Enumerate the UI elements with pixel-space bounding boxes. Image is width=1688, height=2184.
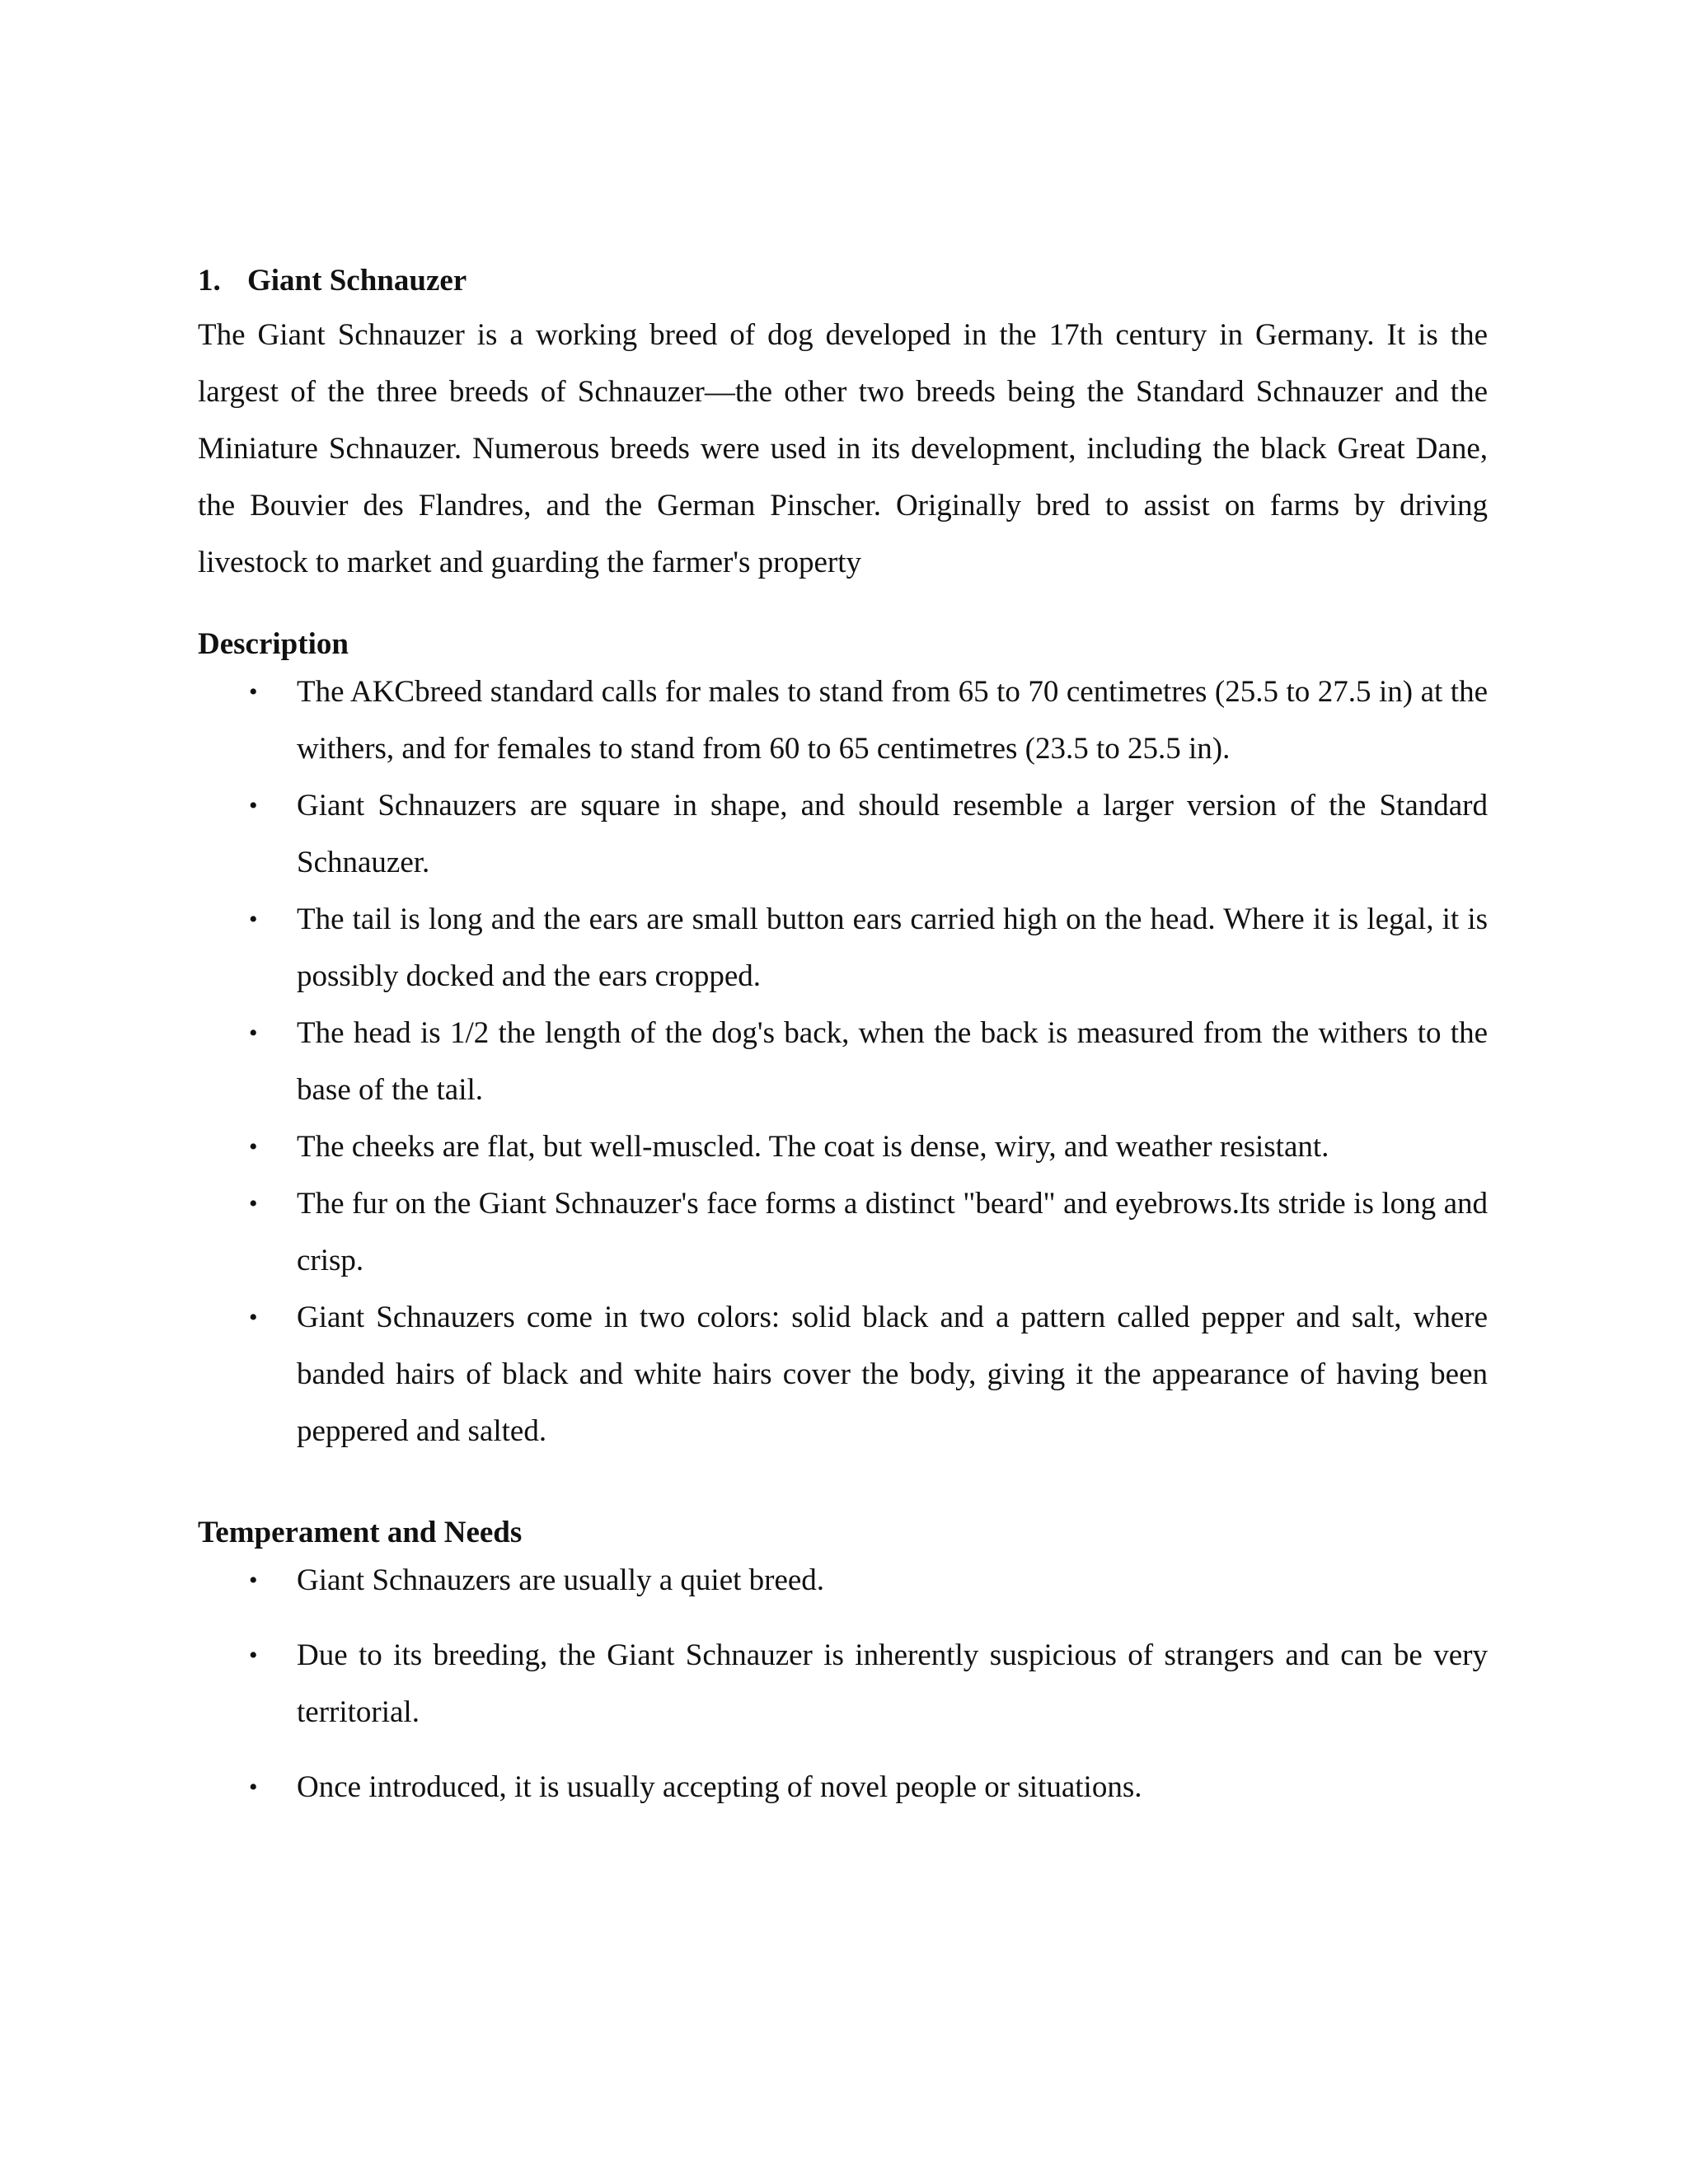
temperament-heading: Temperament and Needs (198, 1516, 523, 1549)
temperament-list (198, 1552, 1488, 1816)
bullet-icon: • (249, 1019, 258, 1047)
section-number: 1. (198, 264, 221, 298)
section-title: Giant Schnauzer (247, 264, 467, 298)
list-item (198, 777, 1488, 891)
list-item-text: The fur on the Giant Schnauzer's face forms a distinct "beard" and eyebrows.Its stride is long and crisp. (297, 1187, 1488, 1277)
bullet-icon: • (249, 906, 258, 933)
list-item-text: Once introduced, it is usually accepting of novel people or situations. (297, 1770, 1142, 1804)
list-item-text: Giant Schnauzers are square in shape, and should resemble a larger version of the Standard Schnauzer. (297, 789, 1488, 879)
list-item-text: Due to its breeding, the Giant Schnauzer is inherently suspicious of strangers and can be very territorial. (297, 1638, 1488, 1729)
bullet-icon: • (249, 1774, 258, 1801)
list-item-text: The head is 1/2 the length of the dog's back, when the back is measured from the withers to the base of the tail. (297, 1016, 1488, 1107)
list-item-text: Giant Schnauzers are usually a quiet breed. (297, 1563, 825, 1597)
bullet-icon: • (249, 792, 258, 819)
list-item (198, 1552, 1488, 1609)
list-item-text: The cheeks are flat, but well-muscled. The coat is dense, wiry, and weather resistant. (297, 1130, 1329, 1164)
list-item-text: The AKCbreed standard calls for males to stand from 65 to 70 centimetres (25.5 to 27.5 in) at the withers, and for females to stand from 60 to 65 centimetres (23.5 to 25.5 in). (297, 675, 1488, 766)
list-item (198, 1175, 1488, 1289)
list-item-text: Giant Schnauzers come in two colors: solid black and a pattern called pepper and salt, where banded hairs of black and white hairs cover the body, giving it the appearance of having been peppered and salted. (297, 1301, 1488, 1448)
description-list (198, 663, 1488, 1460)
intro-paragraph: The Giant Schnauzer is a working breed of dog developed in the 17th century in Germany. It is the largest of the three breeds of Schnauzer—the other two breeds being the Standard Schnauzer and the Miniature Schnauzer. Numerous breeds were used in its development, including the black Great Dane, the Bouvier des Flandres, and the German Pinscher. Originally bred to assist on farms by driving livestock to market and guarding the farmer's property (198, 318, 1488, 579)
bullet-icon: • (249, 1567, 258, 1594)
bullet-icon: • (249, 1133, 258, 1160)
description-heading: Description (198, 627, 349, 661)
bullet-icon: • (249, 1190, 258, 1217)
list-item (198, 1005, 1488, 1118)
bullet-icon: • (249, 1642, 258, 1669)
section-heading (198, 262, 1488, 300)
list-item (198, 1759, 1488, 1816)
document-page (198, 262, 1488, 1834)
bullet-icon: • (249, 1304, 258, 1331)
list-item (198, 663, 1488, 777)
bullet-icon: • (249, 678, 258, 705)
list-item (198, 1289, 1488, 1460)
list-item (198, 891, 1488, 1005)
list-item (198, 1627, 1488, 1741)
list-item-text: The tail is long and the ears are small button ears carried high on the head. Where it is legal, it is possibly docked and the ears cropped. (297, 902, 1488, 993)
list-item (198, 1118, 1488, 1175)
